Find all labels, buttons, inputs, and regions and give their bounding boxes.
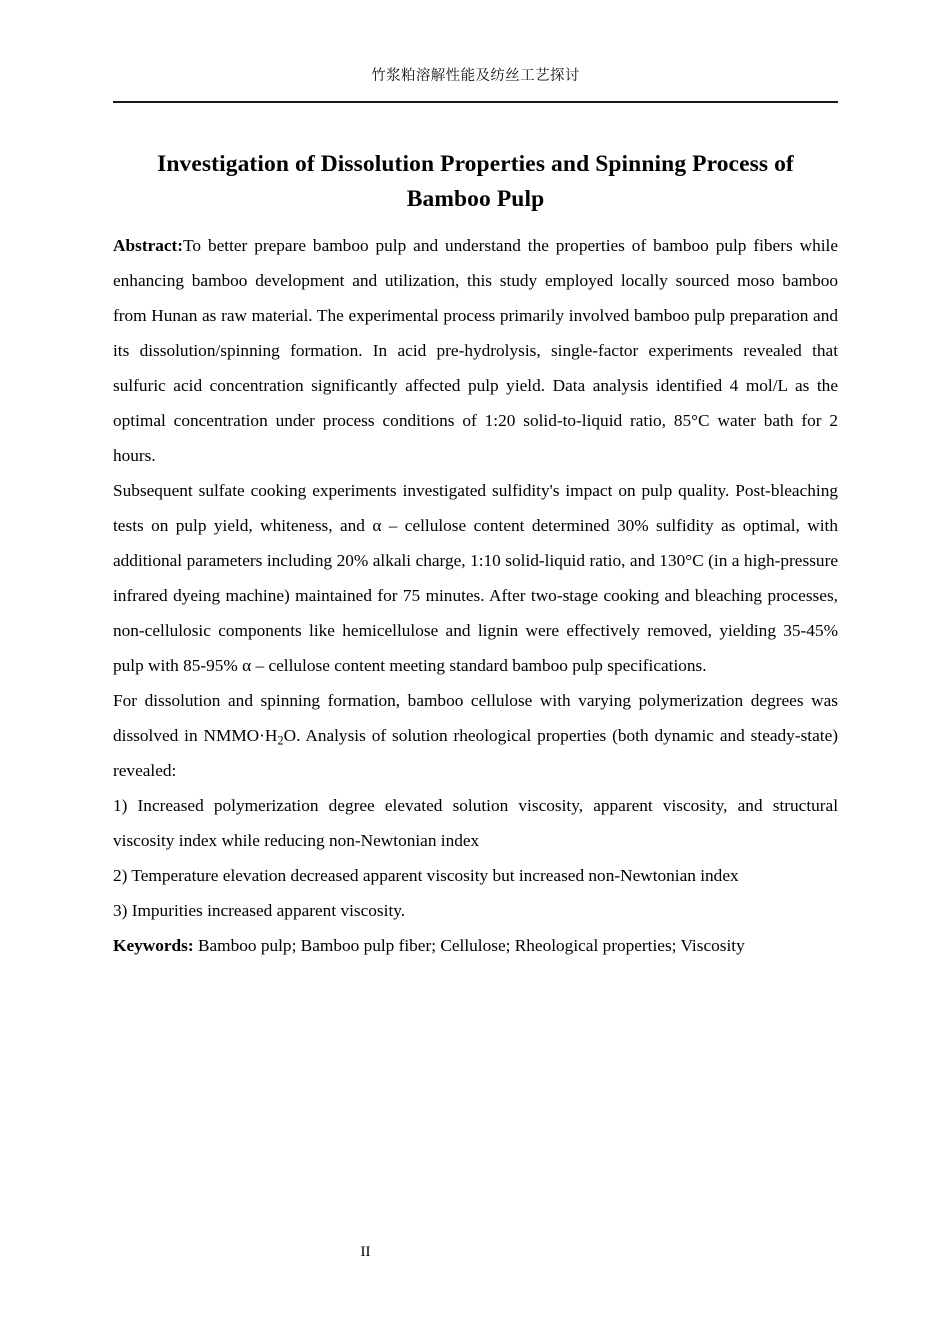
page-number: II <box>360 1244 371 1260</box>
water-subscript: 2 <box>277 733 284 748</box>
dissolution-intro-paragraph <box>113 683 838 788</box>
dissolution-intro-text-part1: For dissolution and spinning formation, bamboo cellulose with varying polymerization degrees was dissolved in NMMO·H <box>113 691 838 745</box>
abstract-paragraph-1-text: To better prepare bamboo pulp and understand the properties of bamboo pulp fibers while enhancing bamboo development and utilization, this study employed locally sourced moso bamboo from Hunan as raw material. The experimental process primarily involved bamboo pulp preparation and its dissolution/spinning formation. In acid pre-hydrolysis, single-factor experiments revealed that sulfuric acid concentration significantly affected pulp yield. Data analysis identified 4 mol/L as the optimal concentration under process conditions of 1:20 solid-to-liquid ratio, 85°C water bath for 2 hours. <box>113 236 838 465</box>
header-divider-rule <box>113 101 838 103</box>
keywords-line <box>113 928 838 963</box>
keywords-value: Bamboo pulp; Bamboo pulp fiber; Cellulose; Rheological properties; Viscosity <box>193 936 745 955</box>
running-header-title: 竹浆粕溶解性能及纺丝工艺探讨 <box>371 68 580 84</box>
abstract-paragraph-2 <box>113 473 838 683</box>
abstract-label: Abstract: <box>113 236 184 255</box>
page-title: Investigation of Dissolution Properties and Spinning Process of Bamboo Pulp <box>157 150 794 212</box>
abstract-paragraph-2-text: Subsequent sulfate cooking experiments investigated sulfidity's impact on pulp quality. Post-bleaching tests on pulp yield, whiteness, and α – cellulose content determined 30% sulfidity as optimal, with additional parameters including 20% alkali charge, 1:10 solid-liquid ratio, and 130°C (in a high-pressure infrared dyeing machine) maintained for 75 minutes. After two-stage cooking and bleaching processes, non-cellulosic components like hemicellulose and lignin were effectively removed, yielding 35-45% pulp with 85-95% α – cellulose content meeting standard bamboo pulp specifications. <box>113 481 838 675</box>
abstract-body <box>113 228 838 963</box>
running-header <box>113 66 838 86</box>
dissolution-intro-text-part2: O. Analysis of solution rheological properties (both dynamic and steady-state) revealed: <box>113 726 838 780</box>
keywords-label: Keywords: <box>113 936 194 955</box>
finding-item-3: 3) Impurities increased apparent viscosity. <box>113 901 406 920</box>
abstract-paragraph-1 <box>113 228 838 473</box>
finding-item-1: 1) Increased polymerization degree elevated solution viscosity, apparent viscosity, and structural viscosity index while reducing non-Newtonian index <box>113 796 838 850</box>
finding-item-2: 2) Temperature elevation decreased apparent viscosity but increased non-Newtonian index <box>113 866 739 885</box>
